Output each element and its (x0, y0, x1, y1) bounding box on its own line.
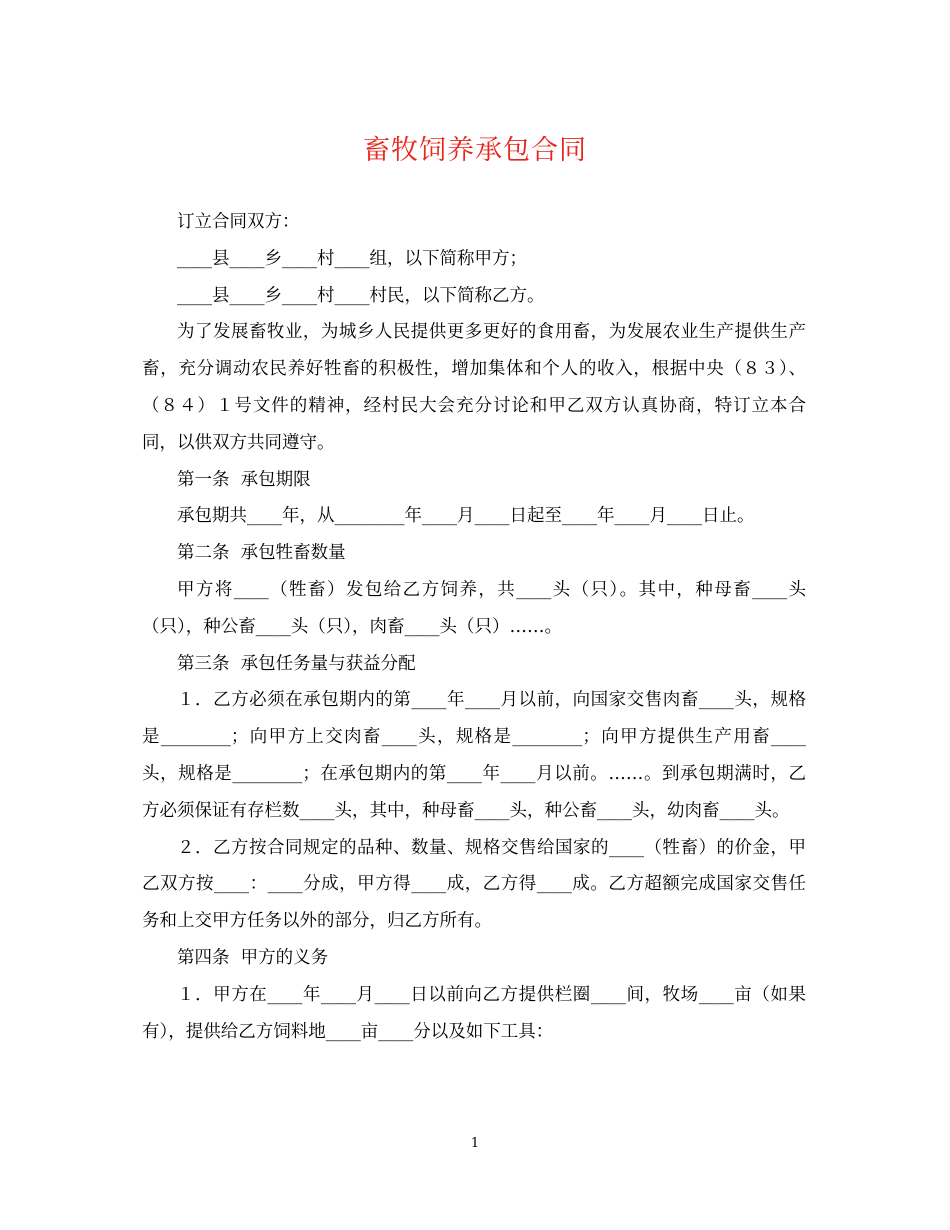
article-heading: 第三条 承包任务量与获益分配 (177, 653, 416, 674)
paragraph: 订立合同双方： (177, 212, 300, 232)
paragraph: ____县____乡____村____村民，以下简称乙方。 (177, 285, 545, 306)
document-title: 畜牧饲养承包合同 (363, 135, 587, 166)
page-number: 1 (470, 1136, 480, 1151)
paragraph: １．乙方必须在承包期内的第____年____月以前，向国家交售肉畜____头，规格是________；向甲方上交肉畜____头，规格是________；向甲方提供生产用畜____头，规格是________；在承包期内的第____年____月以前。……。到承包期满时，乙方必须保证有存栏数____头，其中，种母畜____头，种公畜____头，幼肉畜____头。 (142, 690, 806, 821)
paragraph: ２．乙方按合同规定的品种、数量、规格交售给国家的____（牲畜）的价金，甲乙双方按____：____分成，甲方得____成，乙方得____成。乙方超额完成国家交售任务和上交甲方任务以外的部分，归乙方所有。 (142, 837, 806, 932)
document-body (142, 204, 806, 1050)
paragraph: １．甲方在____年____月____日以前向乙方提供栏圈____间，牧场____亩（如果有），提供给乙方饲料地____亩____分以及如下工具： (142, 984, 806, 1042)
article-heading: 第四条 甲方的义务 (177, 947, 329, 968)
paragraph: 承包期共____年，从________年____月____日起至____年____月____日止。 (177, 506, 755, 527)
article-heading: 第二条 承包牲畜数量 (177, 543, 346, 564)
paragraph: 甲方将____（牲畜）发包给乙方饲养，共____头（只）。其中，种母畜____头（只），种公畜____头（只），肉畜____头（只）……。 (142, 579, 806, 637)
article-heading: 第一条 承包期限 (177, 469, 311, 490)
paragraph: ____县____乡____村____组，以下简称甲方； (177, 248, 527, 269)
paragraph: 为了发展畜牧业，为城乡人民提供更多更好的食用畜，为发展农业生产提供生产畜，充分调动农民养好牲畜的积极性，增加集体和个人的收入，根据中央（８３）、（８４）１号文件的精神，经村民大会充分讨论和甲乙双方认真协商，特订立本合同，以供双方共同遵守。 (142, 322, 806, 453)
